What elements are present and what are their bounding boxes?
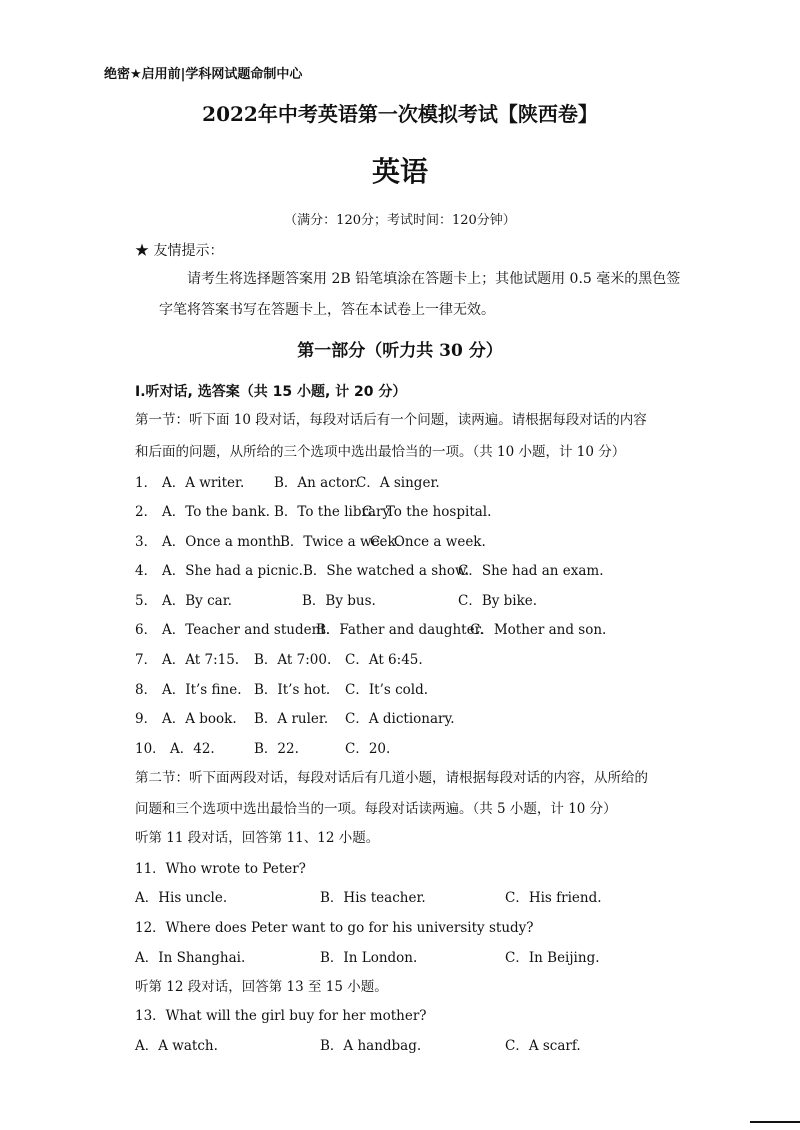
question-number: 9． — [135, 711, 158, 727]
option-b: B．Father and daughter. — [316, 622, 484, 638]
q13-stem: 13．What will the girl buy for her mother? — [135, 1008, 427, 1024]
tips-heading: ★ 友情提示： — [135, 243, 224, 259]
option-c: C．20. — [345, 741, 391, 757]
q13-option-b: B．A handbag. — [320, 1038, 422, 1054]
q11-stem: 11．Who wrote to Peter? — [135, 861, 306, 877]
option-a: A．To the bank. — [162, 504, 270, 520]
dialog-12-instruction: 听第 12 段对话，回答第 13 至 15 小题。 — [135, 979, 388, 995]
q12-stem: 12．Where does Peter want to go for his university study? — [135, 920, 534, 936]
question-number: 10． — [135, 741, 166, 757]
tips-line-1: 请考生将选择题答案用 2B 铅笔填涂在答题卡上；其他试题用 0.5 毫米的黑色签 — [187, 271, 681, 287]
option-b: B．A ruler. — [254, 711, 329, 727]
exam-meta: （满分：120分；考试时间：120分钟） — [284, 213, 516, 228]
option-c: C．At 6:45. — [345, 652, 423, 668]
subject-title: 英语 — [371, 155, 428, 188]
sub1-instruction-2: 和后面的问题，从所给的三个选项中选出最恰当的一项。（共 10 小题，计 10 分） — [135, 444, 626, 460]
option-b: B．She watched a show. — [303, 563, 470, 579]
option-c: C．Mother and son. — [470, 622, 607, 638]
footer-rule — [750, 1121, 800, 1123]
option-a: A．A book. — [162, 711, 237, 727]
option-c: C．It’s cold. — [345, 682, 429, 698]
question-number: 1． — [135, 475, 158, 491]
question-number: 4． — [135, 563, 158, 579]
tips-line-2: 字笔将答案书写在答题卡上，答在本试卷上一律无效。 — [159, 302, 495, 318]
option-c: C．Once a week. — [370, 534, 486, 550]
option-b: B．22. — [254, 741, 299, 757]
option-a: A．It’s fine. — [162, 682, 242, 698]
part-one-heading: 第一部分（听力共 30 分） — [297, 341, 503, 361]
option-c: C．A dictionary. — [345, 711, 455, 727]
option-a: A．A writer. — [162, 475, 245, 491]
option-a: A．By car. — [162, 593, 232, 609]
question-number: 5． — [135, 593, 158, 609]
q11-option-c: C．His friend. — [505, 890, 602, 906]
option-c: C．A singer. — [356, 475, 440, 491]
option-a: A．Once a month. — [162, 534, 286, 550]
question-number: 6． — [135, 622, 158, 638]
q11-option-b: B．His teacher. — [320, 890, 426, 906]
exam-title: 2022年中考英语第一次模拟考试【陕西卷】 — [202, 102, 598, 126]
section-one-heading: Ⅰ.听对话, 选答案（共 15 小题, 计 20 分） — [135, 384, 407, 400]
option-b: B．It’s hot. — [254, 682, 331, 698]
option-b: B．An actor. — [274, 475, 359, 491]
q12-option-b: B．In London. — [320, 950, 418, 966]
option-c: C．By bike. — [458, 593, 538, 609]
option-c: C．To the hospital. — [362, 504, 492, 520]
confidential-header: 绝密★启用前|学科网试题命制中心 — [104, 67, 303, 82]
question-number: 2． — [135, 504, 158, 520]
q12-option-a: A．In Shanghai. — [135, 950, 246, 966]
option-b: B．Twice a week. — [280, 534, 401, 550]
option-a: A．Teacher and student. — [162, 622, 330, 638]
option-c: C．She had an exam. — [458, 563, 604, 579]
q11-option-a: A．His uncle. — [135, 890, 228, 906]
option-b: B．At 7:00. — [254, 652, 332, 668]
question-number: 7． — [135, 652, 158, 668]
question-number: 3． — [135, 534, 158, 550]
q13-option-a: A．A watch. — [135, 1038, 218, 1054]
dialog-11-instruction: 听第 11 段对话，回答第 11、12 小题。 — [135, 830, 380, 846]
option-a: A．She had a picnic. — [162, 563, 303, 579]
question-number: 8． — [135, 682, 158, 698]
option-b: B．By bus. — [302, 593, 376, 609]
q12-option-c: C．In Beijing. — [505, 950, 600, 966]
sub2-instruction-2: 问题和三个选项中选出最恰当的一项。每段对话读两遍。（共 5 小题，计 10 分） — [135, 801, 617, 817]
option-a: A．42. — [170, 741, 215, 757]
q13-option-c: C．A scarf. — [505, 1038, 581, 1054]
option-a: A．At 7:15. — [162, 652, 240, 668]
sub2-instruction-1: 第二节：听下面两段对话，每段对话后有几道小题，请根据每段对话的内容，从所给的 — [135, 770, 648, 786]
sub1-instruction-1: 第一节：听下面 10 段对话，每段对话后有一个问题，读两遍。请根据每段对话的内容 — [135, 412, 647, 428]
option-b: B．To the library. — [274, 504, 393, 520]
